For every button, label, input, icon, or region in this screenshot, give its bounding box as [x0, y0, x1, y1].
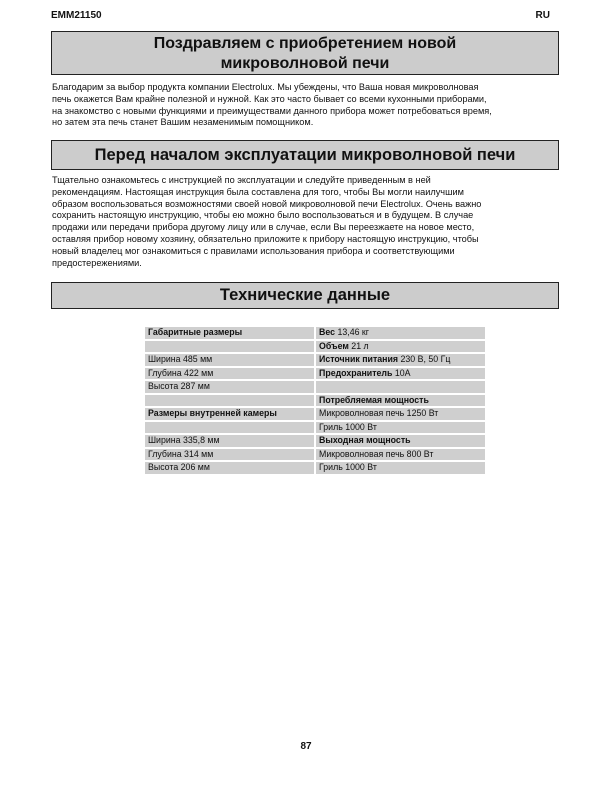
paragraph-line: образом воспользоваться возможностями своей новой микроволновой печи Electrolux. Очень важно — [52, 198, 482, 209]
paragraph-line: печь окажется Вам крайне полезной и нужной. Как это часто бывает со всеми кухонными приборами, — [52, 93, 487, 104]
table-row — [145, 395, 485, 407]
spec-label: Объем — [319, 340, 349, 351]
section-title-specs: Технические данные — [51, 282, 559, 309]
spec-right-cell — [316, 462, 485, 474]
paragraph-line: Благодарим за выбор продукта компании Electrolux. Мы убеждены, что Ваша новая микроволновая — [52, 82, 479, 92]
spec-value: 10А — [392, 367, 411, 378]
spec-left-cell — [145, 395, 314, 407]
spec-label: Источник питания — [319, 354, 399, 365]
spec-right-cell — [316, 341, 485, 353]
spec-left-cell: Размеры внутренней камеры — [145, 408, 314, 420]
paragraph-line: новый владелец мог ознакомиться с правилами использования прибора и соответствующими — [52, 245, 455, 256]
spec-value: Гриль 1000 Вт — [319, 421, 377, 432]
spec-right-cell — [316, 449, 485, 461]
spec-right-cell — [316, 354, 485, 366]
section-title-line: микроволновой печи — [220, 55, 390, 72]
section-title-line: Поздравляем с приобретением новой — [153, 35, 457, 52]
paragraph-line: Тщательно ознакомьтесь с инструкцией по эксплуатации и следуйте приведенным в ней — [52, 175, 431, 185]
paragraph-line: но затем эта печь станет Вашим незаменимым помощником. — [52, 117, 314, 128]
spec-right-cell — [316, 435, 485, 447]
spec-value: 21 л — [348, 340, 369, 351]
table-row — [145, 422, 485, 434]
spec-left-cell: Высота 287 мм — [145, 381, 314, 393]
section-title-before-use: Перед началом эксплуатации микроволновой печи — [51, 140, 559, 170]
table-row — [145, 435, 485, 447]
spec-value: Гриль 1000 Вт — [319, 462, 377, 473]
table-row — [145, 368, 485, 380]
spec-left-cell: Ширина 335,8 мм — [145, 435, 314, 447]
paragraph-line: продажи или передачи прибора другому лицу или в случае, если Вы переезжаете на новое место, — [52, 222, 475, 233]
spec-right-cell — [316, 368, 485, 380]
spec-right-cell — [316, 422, 485, 434]
spec-left-cell: Габаритные размеры — [145, 327, 314, 339]
spec-label: Потребляемая мощность — [319, 394, 429, 405]
before-use-paragraph — [52, 175, 562, 269]
table-row — [145, 408, 485, 420]
intro-paragraph — [52, 82, 562, 129]
table-row — [145, 341, 485, 353]
spec-left-cell — [145, 422, 314, 434]
spec-right-cell — [316, 381, 485, 393]
table-row — [145, 354, 485, 366]
spec-value: 230 В, 50 Гц — [398, 354, 451, 365]
language-code: RU — [535, 10, 550, 21]
paragraph-line: сохранить настоящую инструкцию, чтобы ею можно было воспользоваться и в будущем. В случае — [52, 210, 474, 221]
spec-label: Вес — [319, 327, 336, 338]
spec-value: Микроволновая печь 800 Вт — [319, 448, 434, 459]
spec-label: Выходная мощность — [319, 435, 411, 446]
section-title-congratulations — [51, 31, 559, 75]
table-row — [145, 381, 485, 393]
spec-left-cell — [145, 341, 314, 353]
table-row — [145, 462, 485, 474]
spec-left-cell: Глубина 422 мм — [145, 368, 314, 380]
specs-table — [143, 325, 487, 476]
paragraph-line: оставляя прибор новому хозяину, обязательно приложите к прибору настоящую инструкцию, чтобы — [52, 233, 479, 244]
table-row — [145, 449, 485, 461]
table-row — [145, 327, 485, 339]
page-number: 87 — [300, 741, 312, 752]
spec-left-cell: Глубина 314 мм — [145, 449, 314, 461]
spec-left-cell: Ширина 485 мм — [145, 354, 314, 366]
spec-left-cell: Высота 206 мм — [145, 462, 314, 474]
paragraph-line: на знакомство с новыми функциями и преимуществами данного прибора может потребоваться время, — [52, 105, 492, 116]
spec-label: Предохранитель — [319, 367, 393, 378]
model-code: EMM21150 — [51, 10, 102, 21]
spec-right-cell — [316, 408, 485, 420]
paragraph-line: рекомендациям. Настоящая инструкция была составлена для того, чтобы Вы могли наилучшим — [52, 186, 464, 197]
spec-right-cell — [316, 327, 485, 339]
spec-value: Микроволновая печь 1250 Вт — [319, 408, 439, 419]
spec-right-cell — [316, 395, 485, 407]
spec-value: 13,46 кг — [335, 327, 369, 338]
paragraph-line: предостережениями. — [52, 257, 142, 268]
